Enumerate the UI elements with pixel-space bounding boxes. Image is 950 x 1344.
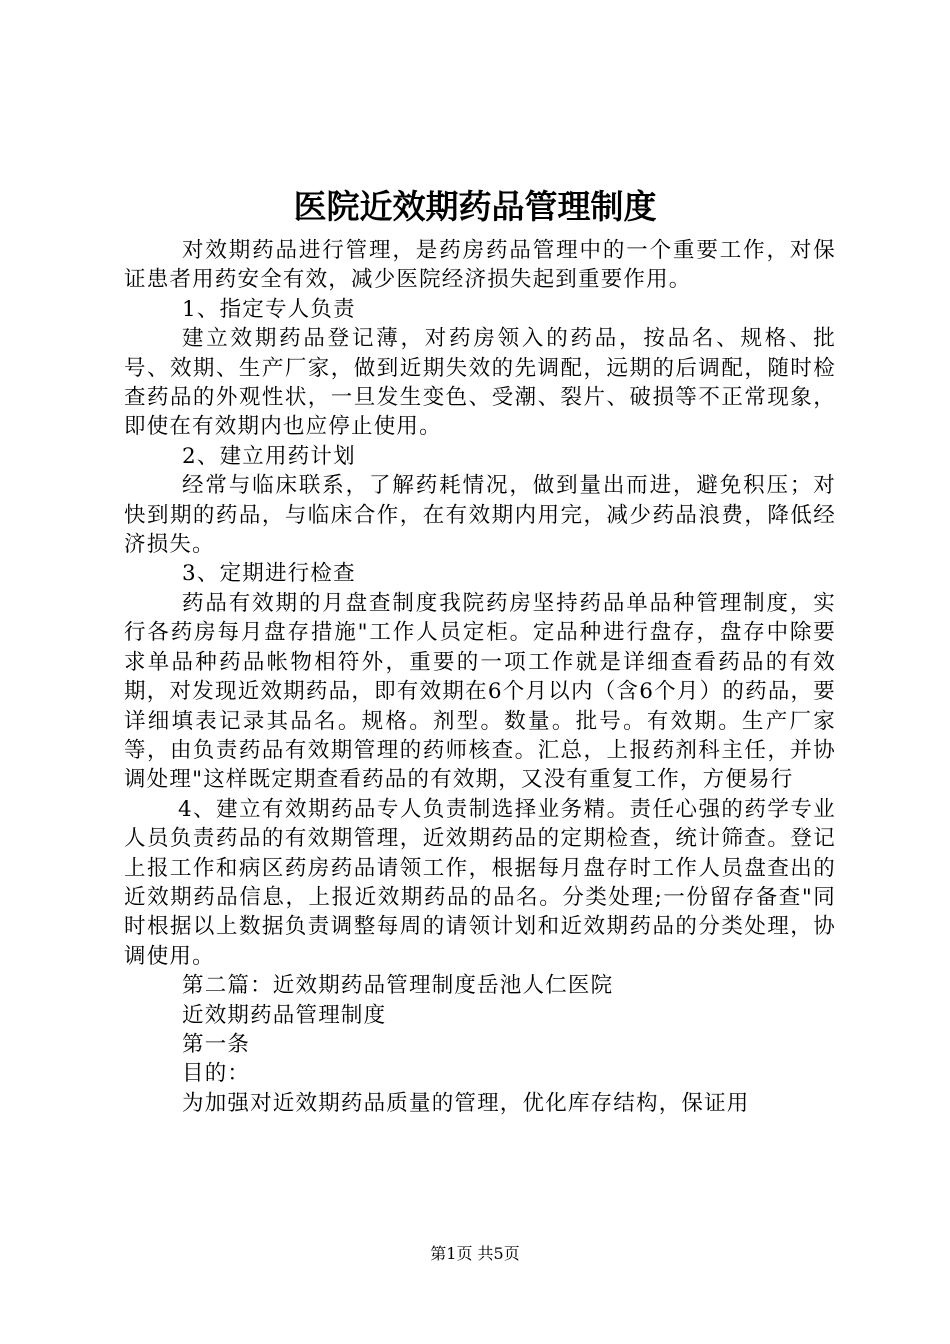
paragraph-section-4: 4、建立有效期药品专人负责制选择业务精。责任心强的药学专业人员负责药品的有效期管理，近效期药品的定期检查，统计筛查。登记上报工作和病区药房药品请领工作，根据每月盘存时工作人员盘查出的近效期药品信息，上报近效期药品的品名。分类处理;一份留存备查"同时根据以上数据负责调整每周的请领计划和近效期药品的分类处理，协调使用。 (124, 796, 836, 969)
document-body (124, 236, 836, 1118)
paragraph-intro: 对效期药品进行管理，是药房药品管理中的一个重要工作，对保证患者用药安全有效，减少医院经济损失起到重要作用。 (124, 238, 836, 293)
chapter-two-heading: 第二篇：近效期药品管理制度岳池人仁医院 (182, 973, 614, 999)
paragraph-purpose: 为加强对近效期药品质量的管理，优化库存结构，保证用 (182, 1090, 750, 1116)
document-title: 医院近效期药品管理制度 (293, 187, 657, 226)
section-heading-1: 1、指定专人负责 (182, 296, 356, 322)
paragraph-section-2: 经常与临床联系，了解药耗情况，做到量出而进，避免积压；对快到期的药品，与临床合作，在有效期内用完，减少药品浪费，降低经济损失。 (124, 473, 836, 558)
page-footer: 第1页 共5页 (430, 1244, 520, 1263)
section-heading-3: 3、定期进行检查 (182, 561, 356, 587)
section-heading-2: 2、建立用药计划 (182, 443, 356, 469)
paragraph-section-1: 建立效期药品登记薄，对药房领入的药品，按品名、规格、批号、效期、生产厂家，做到近期失效的先调配，远期的后调配，随时检查药品的外观性状，一旦发生变色、受潮、裂片、破损等不正常现象，即使在有效期内也应停止使用。 (124, 326, 836, 440)
paragraph-section-3: 药品有效期的月盘查制度我院药房坚持药品单品种管理制度，实行各药房每月盘存措施"工作人员定柜。定品种进行盘存，盘存中除要求单品种药品帐物相符外，重要的一项工作就是详细查看药品的有效期，对发现近效期药品，即有效期在6个月以内（含6个月）的药品，要详细填表记录其品名。规格。剂型。数量。批号。有效期。生产厂家等，由负责药品有效期管理的药师核查。汇总，上报药剂科主任，并协调处理"这样既定期查看药品的有效期，又没有重复工作，方便易行 (124, 590, 836, 793)
chapter-two-title: 近效期药品管理制度 (182, 1002, 387, 1028)
purpose-heading: 目的： (182, 1061, 251, 1087)
article-one-heading: 第一条 (182, 1031, 251, 1057)
